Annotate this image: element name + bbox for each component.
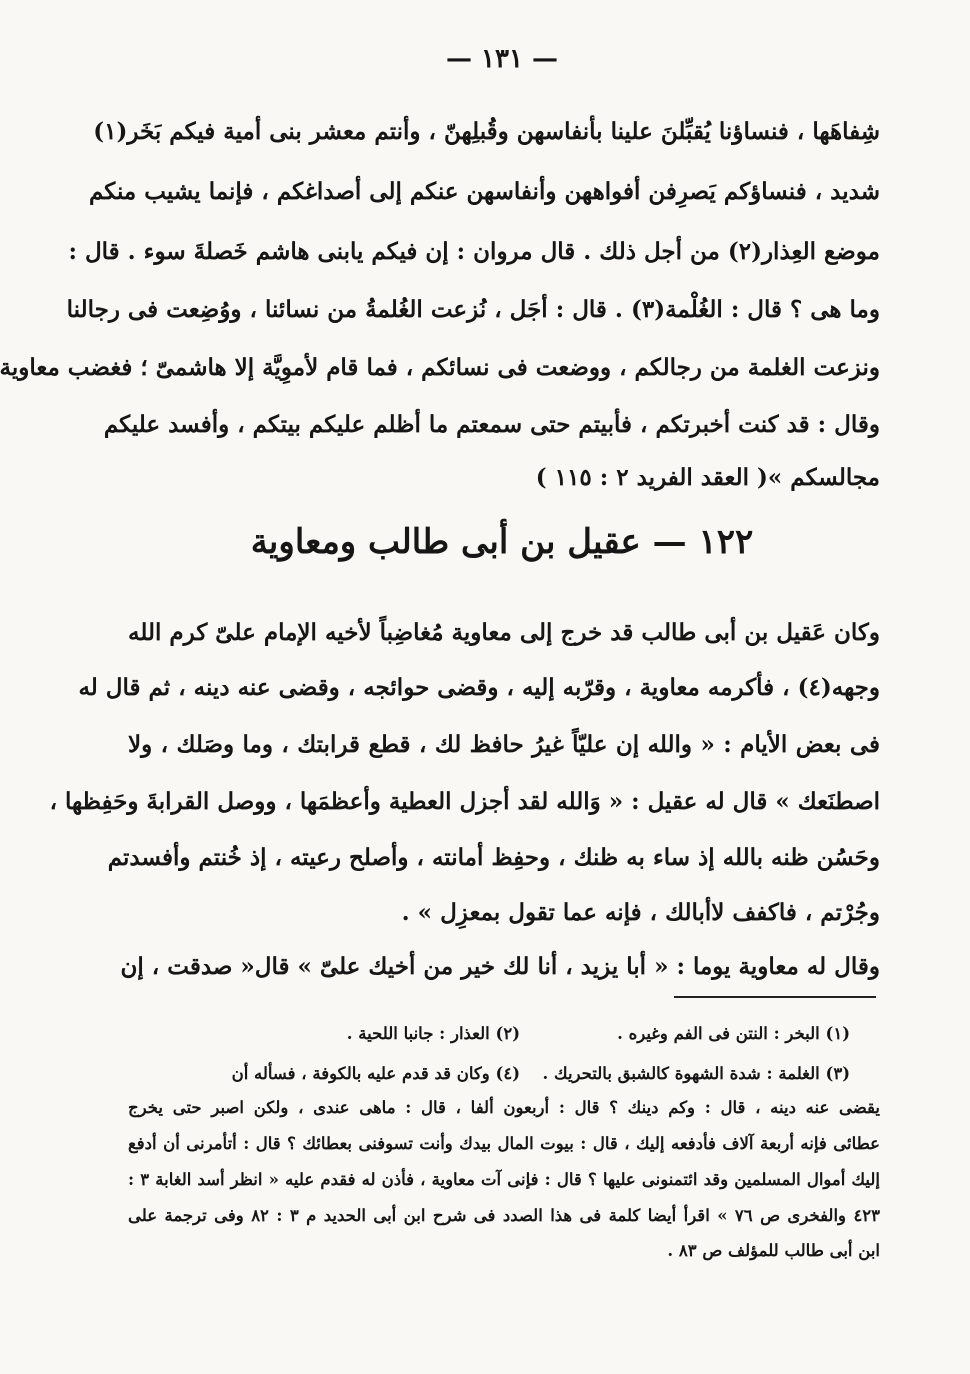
text-fragment: مجالسكم » [767,464,880,491]
source-citation: ( العقد الفريد ٢ : ١١٥ ) [535,464,768,491]
footnote-line: إليك أموال المسلمين وقد ائتمنونى عليها ؟ قال : فإنى آت معاوية ، فأذن له فقدم عليه « انظر أسد الغابة ٣ : [128,1170,880,1189]
footnote-line: يقضى عنه دينه ، قال : وكم دينك ؟ قال : أربعون ألفا ، قال : ماهى عندى ، ولكن اصبر حتى يخرج [128,1098,880,1117]
footnote-1: (١) البخر : النتن فى الفم وغيره . [617,1024,850,1043]
footnote-4-start: (٤) وكان قد قدم عليه بالكوفة ، فسأله أن [231,1064,520,1083]
footnote-3: (٣) الغلمة : شدة الشهوة كالشبق بالتحريك . [542,1064,850,1083]
text-line: وجهه(٤) ، فأكرمه معاوية ، وقرّبه إليه ، وقضى حوائجه ، وقضى عنه دينه ، ثم قال له [78,674,880,701]
text-line: وما هى ؟ قال : الغُلْمة(٣) . قال : أجَل ، نُزعت الغُلمةُ من نسائنا ، ووُضِعت فى رجالنا [66,296,880,323]
section-heading: ١٢٢ — عقيل بن أبى طالب ومعاوية [250,522,754,562]
footnote-2: (٢) العذار : جانبا اللحية . [346,1024,520,1043]
text-line: شِفاهَها ، فنساؤنا يُقبِّلنَ علينا بأنفاسهن وقُبلِهنّ ، وأنتم معشر بنى أمية فيكم بَخَر(١) [93,118,880,145]
footnote-line: ابن أبى طالب للمؤلف ص ٨٣ . [667,1241,880,1260]
text-line: اصطنَعك » قال له عقيل : « وَالله لقد أجزل العطية وأعظمَها ، ووصل القرابةَ وحَفِظها ، [49,788,880,815]
text-line: موضع العِذار(٢) من أجل ذلك . قال مروان : إن فيكم يابنى هاشم خَصلةَ سوء . قال : [68,238,880,265]
text-line: فى بعض الأيام : « والله إن عليّاً غيرُ حافظ لك ، قطع قرابتك ، وما وصَلك ، ولا [128,731,880,758]
text-line: وكان عَقيل بن أبى طالب قد خرج إلى معاوية مُغاضِباً لأخيه الإمام علىّ كرم الله [128,619,880,646]
text-line: ونزعت الغلمة من رجالكم ، ووضعت فى نسائكم ، فما قام لأموِيَّة إلا هاشمىّ ؛ فغضب معاوية [0,354,880,381]
text-line: وجُرْتم ، فاكفف لاأبالك ، فإنه عما تقول بمعزِل » . [401,899,880,926]
text-line: وقال : قد كنت أخبرتكم ، فأبيتم حتى سمعتم ما أظلم عليكم بيتكم ، وأفسد عليكم [103,411,880,438]
footnote-line: عطائى فإنه أربعة آلاف فأدفعه إليك ، قال : بيوت المال بيدك وأنت تسوفنى بعطائك ؟ قال : أتأمرنى أن أدفع [128,1134,880,1153]
text-line: شديد ، فنساؤكم يَصرِفن أفواههن وأنفاسهن عنكم إلى أصداغكم ، فإنما يشيب منكم [88,178,880,205]
text-line: وقال له معاوية يوما : « أبا يزيد ، أنا لك خير من أخيك علىّ » قال« صدقت ، إن [120,953,880,980]
text-line: وحَسُن ظنه بالله إذ ساء به ظنك ، وحفِظ أمانته ، وأصلح رعيته ، إذ خُنتم وأفسدتم [107,844,880,871]
page-number: — ١٣١ — [445,44,559,74]
footnote-separator [674,996,876,998]
text-line-with-citation [128,463,880,493]
footnote-line: ٤٢٣ والفخرى ص ٧٦ » اقرأ أيضا كلمة فى هذا الصدد فى شرح ابن أبى الحديد م ٣ : ٨٢ وفى ترجمة على [128,1206,881,1225]
